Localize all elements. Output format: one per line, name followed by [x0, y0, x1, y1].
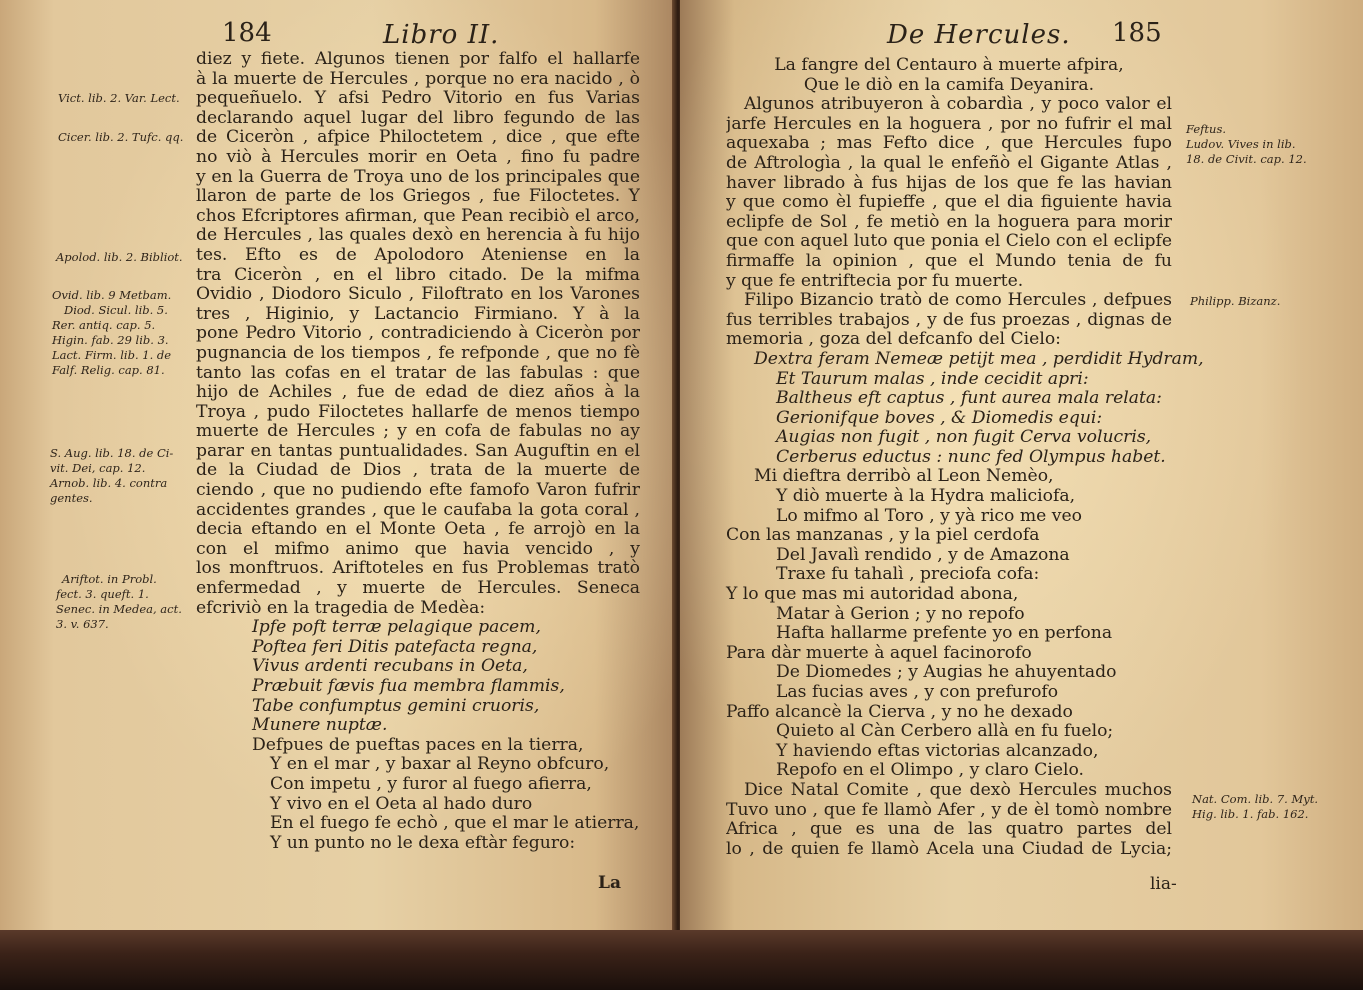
spanish-verse-line: Del Javalì rendido , y de Amazona — [776, 544, 1070, 565]
marginal-note — [50, 446, 178, 506]
catchword: La — [598, 873, 621, 893]
text-line: parar en tantas puntualidades. San Auguftin en el — [196, 441, 640, 461]
spanish-verse-line: Matar à Gerion ; y no repofo — [776, 603, 1025, 624]
spanish-verse-line: Y lo que mas mi autoridad abona, — [726, 584, 1019, 605]
text-line: firmaffe la opinion , que el Mundo tenia de fu — [726, 251, 1172, 271]
latin-verse-line: Dextra feram Nemeæ petijt mea , perdidit Hydram, — [754, 348, 1204, 369]
page-number: 184 — [222, 18, 272, 48]
latin-verse-line: Augias non fugit , non fugit Cerva volucris, — [776, 427, 1152, 448]
text-line: con el mifmo animo que havia vencido , y — [196, 539, 640, 559]
text-line: que con aquel luto que ponia el Cielo con el eclipfe — [726, 232, 1172, 252]
spanish-verse-line: Las fucias aves , y con prefurofo — [776, 682, 1059, 702]
text-line: aquexaba ; mas Fefto dice , que Hercules fupo — [726, 134, 1172, 154]
spanish-verse-line: Paffo alcancè la Cierva , y no he dexado — [726, 701, 1073, 722]
text-line: efcriviò en la tragedia de Medèa: — [196, 597, 486, 618]
spanish-verse-line: Quieto al Càn Cerbero allà en fu fuelo; — [776, 721, 1114, 742]
spanish-verse-line: Y un punto no le dexa eftàr feguro: — [270, 832, 576, 853]
text-line: tes. Efto es de Apolodoro Ateniense en la — [196, 245, 640, 265]
text-line: tanto las cofas en el tratar de las fabulas : que — [196, 363, 640, 383]
text-line: memoria , goza del defcanfo del Cielo: — [726, 329, 1061, 350]
marginal-note — [52, 288, 180, 378]
text-line: declarando aquel lugar del libro fegundo de las — [196, 108, 640, 128]
page-number: 185 — [1112, 18, 1162, 48]
text-line: Filipo Bizancio tratò de como Hercules , defpues — [744, 291, 1172, 311]
note-line: Feftus. — [1186, 122, 1226, 136]
latin-verse-line: Baltheus eft captus , funt aurea mala relata: — [776, 388, 1162, 409]
text-line: pugnancia de los tiempos , fe refponde , que no fè — [196, 343, 640, 363]
note-line: gentes. — [50, 491, 93, 505]
marginal-note — [56, 250, 184, 265]
note-line: Hig. lib. 1. fab. 162. — [1192, 807, 1309, 821]
note-line: Nat. Com. lib. 7. Myt. — [1192, 792, 1318, 806]
marginal-note — [58, 130, 186, 145]
note-line: Higin. fab. 29 lib. 3. — [52, 333, 169, 347]
latin-verse-line: Cerberus eductus : nunc fed Olympus habet. — [776, 446, 1166, 467]
spanish-verse-line: Para dàr muerte à aquel facinorofo — [726, 642, 1032, 663]
text-line: Troya , pudo Filoctetes hallarfe de menos tiempo — [196, 402, 640, 422]
spanish-verse-line: Hafta hallarme prefente yo en perfona — [776, 623, 1113, 644]
spanish-verse-line: Traxe fu tahalì , preciofa cofa: — [776, 564, 1040, 585]
spanish-verse-line: Mi dieftra derribò al Leon Nemèo, — [754, 466, 1054, 487]
spanish-verse-line: Y en el mar , y baxar al Reyno obfcuro, — [270, 754, 610, 775]
text-line: muerte de Hercules ; y en cofa de fabulas no ay — [196, 422, 640, 442]
note-line: S. Aug. lib. 18. de Ci- — [50, 446, 174, 460]
latin-verse-line: Ipfe poft terræ pelagique pacem, — [252, 617, 541, 638]
spanish-verse-line: Con impetu , y furor al fuego afierra, — [270, 773, 592, 794]
text-line: Algunos atribuyeron à cobardìa , y poco valor el — [744, 95, 1172, 115]
text-line: pone Pedro Vitorio , contradiciendo à Ciceròn por — [196, 324, 640, 344]
left-page — [0, 0, 676, 935]
text-line: de Hercules , las quales dexò en herencia à fu hijo — [196, 226, 640, 246]
note-line: Diod. Sicul. lib. 5. — [64, 303, 168, 317]
running-head: Libro II. — [383, 20, 500, 50]
marginal-note — [58, 91, 186, 106]
text-line: no viò à Hercules morir en Oeta , fino fu padre — [196, 147, 640, 167]
note-line: Cicer. lib. 2. Tufc. qq. — [58, 130, 184, 144]
marginal-note — [1192, 792, 1320, 822]
note-line: Lact. Firm. lib. 1. de — [52, 348, 172, 362]
note-line: 3. v. 637. — [56, 617, 109, 631]
latin-verse-line: Et Taurum malas , inde cecidit apri: — [776, 368, 1089, 389]
marginal-note — [1186, 122, 1314, 167]
spanish-verse-line: Con las manzanas , y la piel cerdofa — [726, 525, 1040, 546]
text-line: lo , de quien fe llamò Acela una Ciudad de Lycia; — [726, 839, 1172, 859]
text-line: eclipfe de Sol , fe metiò en la hoguera para morir — [726, 212, 1172, 232]
marginal-note — [1190, 294, 1318, 309]
text-line: Tuvo uno , que fe llamò Afer , y de èl tomò nombre — [726, 800, 1172, 820]
right-body-text — [726, 55, 1204, 859]
verse-line: La fangre del Centauro à muerte afpira, — [774, 55, 1124, 75]
text-line: de Aftrologìa , la qual le enfeñò el Gigante Atlas , — [726, 153, 1172, 173]
note-line: Philipp. Bizanz. — [1190, 294, 1281, 308]
text-line: y en la Guerra de Troya uno de los principales que — [196, 167, 640, 187]
text-line: los monftruos. Ariftoteles en fus Problemas tratò — [196, 559, 640, 579]
text-line: Dice Natal Comite , que dexò Hercules muchos — [744, 780, 1172, 800]
note-line: Apolod. lib. 2. Bibliot. — [56, 250, 183, 264]
text-line: de la Ciudad de Dios , trata de la muerte de — [196, 461, 640, 481]
note-line: Ludov. Vives in lib. — [1186, 137, 1296, 151]
spanish-verse-line: Y vivo en el Oeta al hado duro — [270, 793, 533, 814]
note-line: Ariftot. in Probl. — [62, 572, 157, 586]
latin-verse-line: Poftea feri Ditis patefacta regna, — [252, 636, 538, 657]
text-line: ciendo , que no pudiendo efte famofo Varon fufrir — [196, 481, 640, 501]
book-bottom-edge — [0, 930, 1363, 990]
text-line: enfermedad , y muerte de Hercules. Seneca — [196, 579, 640, 599]
text-line: tra Ciceròn , en el libro citado. De la mifma — [196, 265, 640, 285]
text-line: diez y fiete. Algunos tienen por falfo el hallarfe — [196, 50, 640, 69]
text-line: y que como èl fupieffe , que el dia figuiente havia — [726, 193, 1172, 213]
spanish-verse-line: Defpues de pueftas paces en la tierra, — [252, 734, 584, 755]
latin-verse-line: Munere nuptæ. — [252, 715, 388, 736]
text-line: llaron de parte de los Griegos , fue Filoctetes. Y — [196, 187, 640, 207]
note-line: Rer. antiq. cap. 5. — [52, 318, 156, 332]
latin-verse-line: Gerionifque boves , & Diomedis equi: — [776, 407, 1103, 428]
note-line: Senec. in Medea, act. — [56, 602, 182, 616]
marginal-note — [56, 572, 184, 632]
text-line: tres , Higinio, y Lactancio Firmiano. Y à la — [196, 304, 640, 324]
text-line: à la muerte de Hercules , porque no era nacido , ò — [196, 69, 640, 89]
note-line: vit. Dei, cap. 12. — [50, 461, 146, 475]
spanish-verse-line: En el fuego fe echò , que el mar le atierra, — [270, 813, 640, 834]
running-head: De Hercules. — [887, 20, 1071, 50]
spanish-verse-line: Repofo en el Olimpo , y claro Cielo. — [776, 760, 1084, 781]
note-line: Falf. Relig. cap. 81. — [52, 363, 165, 377]
catchword: lia- — [1150, 874, 1177, 894]
verse-line: Que le diò en la camifa Deyanira. — [803, 74, 1095, 95]
left-body-text — [196, 50, 640, 853]
text-line: Africa , que es una de las quatro partes del — [726, 820, 1172, 840]
latin-verse-line: Vivus ardenti recubans in Oeta, — [252, 656, 528, 677]
latin-verse-line: Præbuit fævis fua membra flammis, — [252, 676, 565, 696]
right-page — [680, 0, 1363, 935]
spanish-verse-line: Lo mifmo al Toro , y yà rico me veo — [776, 505, 1083, 526]
text-line: accidentes grandes , que le caufaba la gota coral , — [196, 500, 640, 520]
text-line: hijo de Achiles , fue de edad de diez años à la — [196, 383, 640, 403]
text-line: Ovidio , Diodoro Siculo , Filoftrato en los Varones — [196, 285, 640, 305]
text-line: jarfe Hercules en la hoguera , por no fufrir el mal — [726, 114, 1172, 134]
spanish-verse-line: De Diomedes ; y Augias he ahuyentado — [776, 662, 1117, 683]
text-line: y que fe entriftecia por fu muerte. — [726, 270, 1024, 291]
text-line: de Ciceròn , afpice Philoctetem , dice , que efte — [196, 128, 640, 148]
text-line: haver librado à fus hijas de los que fe las havian — [726, 173, 1172, 193]
note-line: 18. de Civit. cap. 12. — [1186, 152, 1307, 166]
text-line: decia eftando en el Monte Oeta , fe arrojò en la — [196, 520, 640, 540]
latin-verse-line: Tabe confumptus gemini cruoris, — [252, 695, 540, 716]
note-line: fect. 3. queft. 1. — [56, 587, 149, 601]
text-line: pequeñuelo. Y afsi Pedro Vitorio en fus Varias — [196, 89, 640, 109]
text-line: fus terribles trabajos , y de fus proezas , dignas de — [726, 310, 1172, 330]
note-line: Ovid. lib. 9 Metbam. — [52, 288, 172, 302]
spanish-verse-line: Y diò muerte à la Hydra maliciofa, — [776, 486, 1076, 507]
text-line: chos Efcriptores afirman, que Pean recibiò el arco, — [196, 206, 640, 226]
note-line: Vict. lib. 2. Var. Lect. — [58, 91, 180, 105]
spanish-verse-line: Y haviendo eftas victorias alcanzado, — [776, 740, 1099, 761]
note-line: Arnob. lib. 4. contra — [50, 476, 168, 490]
